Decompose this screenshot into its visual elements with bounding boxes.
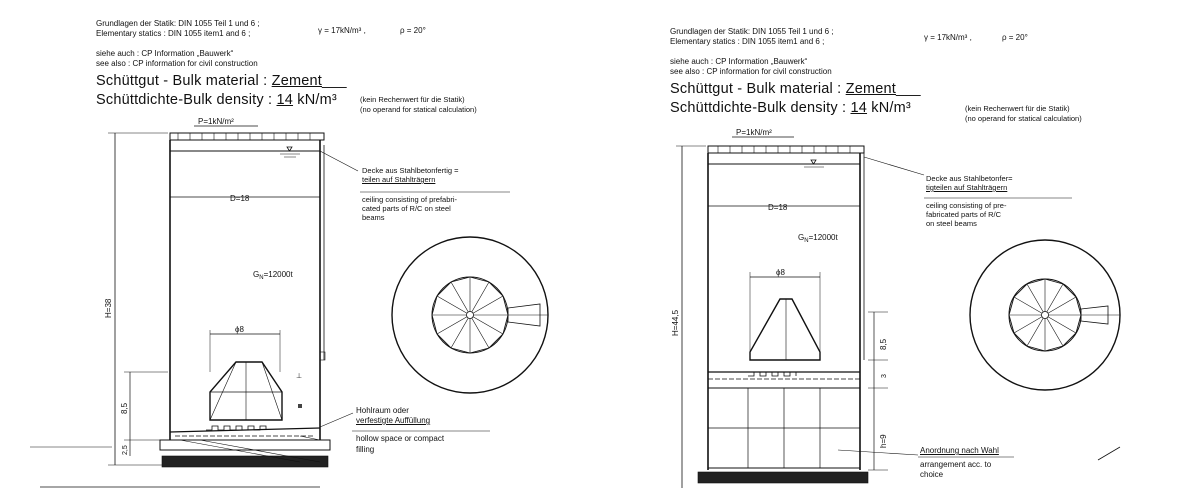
silo-height-label: H=38 (104, 298, 113, 318)
bulk-material-value: Zement (271, 73, 323, 89)
ceiling-note-de-1: Decke aus Stahlbetonfertig = (362, 166, 459, 175)
cone-diameter-label: ϕ8 (235, 325, 244, 334)
door-mark (298, 404, 302, 408)
silo-mass-label: $G_N=12000t$ (253, 270, 293, 281)
silo-height-label: H=44,5 (671, 309, 680, 336)
see-also-en: see also : CP information for civil construction (96, 59, 258, 68)
ceiling-note-en-1: ceiling consisting of prefabri- (362, 195, 458, 204)
base-note-en-1: arrangement acc. to (920, 460, 992, 469)
silo-diameter-label: D=18 (768, 203, 788, 212)
roof-slab (170, 133, 324, 140)
density-note-en: (no operand for statical calculation) (965, 114, 1082, 123)
base-note-de-1: Hohlraum oder (356, 406, 409, 415)
base-note-de-1: Anordnung nach Wahl (920, 446, 999, 455)
silo-diameter-label: D=18 (230, 194, 250, 203)
see-also-de: siehe auch : CP Information „Bauwerk“ (670, 57, 808, 66)
silo-sheet-cement-h44-5 (598, 0, 1195, 491)
statics-basis-en: Elementary statics : DIN 1055 item1 and 6 ; (670, 37, 825, 46)
see-also-en: see also : CP information for civil construction (670, 67, 832, 76)
roof-slab (708, 146, 864, 153)
silo-mass-label: $G_N=12000t$ (798, 233, 838, 244)
statics-basis-de: Grundlagen der Statik: DIN 1055 Teil 1 und 6 ; (670, 27, 834, 36)
cone-height-label: 8,5 (879, 338, 888, 350)
foundation-base (162, 456, 328, 467)
bulk-material-label: Schüttgut - Bulk material : (96, 73, 268, 89)
unit-weight: γ = 17kN/m³ , (318, 26, 366, 35)
ceiling-note-en-3: on steel beams (926, 219, 977, 228)
base-leader (838, 450, 918, 455)
vent-mark: ⊥ (296, 373, 303, 380)
statics-basis-en: Elementary statics : DIN 1055 item1 and 6 ; (96, 29, 251, 38)
foundation-base (698, 472, 868, 483)
base-note-de-2: verfestigte Auffüllung (356, 416, 431, 425)
cone-height-label: 8,5 (120, 402, 129, 414)
fill-level-marker (811, 160, 816, 164)
floor-height-label: 3 (881, 374, 888, 378)
density-note-de: (kein Rechenwert für die Statik) (360, 95, 465, 104)
unit-weight: γ = 17kN/m³ , (924, 33, 972, 42)
density-note-en: (no operand for statical calculation) (360, 105, 477, 114)
base-note-en-2: filling (356, 445, 375, 454)
ceiling-note-en-2: fabricated parts of R/C (926, 210, 1002, 219)
statics-basis-de: Grundlagen der Statik: DIN 1055 Teil 1 und 6 ; (96, 19, 260, 28)
friction-angle: ρ = 20° (400, 26, 426, 35)
bulk-density-value: 14 (850, 100, 868, 116)
density-note-de: (kein Rechenwert für die Statik) (965, 104, 1070, 113)
ceiling-note-de-2: teilen auf Stahlträgern (362, 175, 436, 184)
ceiling-note-en-3: beams (362, 213, 385, 222)
ceiling-leader (864, 157, 924, 175)
bulk-density-unit: kN/m³ (297, 92, 337, 108)
bulk-material-label: Schüttgut - Bulk material : (670, 81, 842, 97)
roof-load-label: P=1kN/m² (198, 117, 234, 126)
see-also-de: siehe auch : CP Information „Bauwerk“ (96, 49, 234, 58)
ceiling-leader (320, 151, 358, 171)
bulk-material-fill: ___ (322, 73, 347, 89)
bulk-density-label: Schüttdichte-Bulk density : (96, 92, 273, 108)
bulk-density-label: Schüttdichte-Bulk density : (670, 100, 847, 116)
hopper-cone (750, 299, 820, 360)
base-leader (320, 413, 353, 427)
bulk-material-value: Zement (845, 81, 897, 97)
roof-load-label: P=1kN/m² (736, 128, 772, 137)
bulk-material-fill: ___ (896, 81, 921, 97)
bulk-density-unit: kN/m³ (871, 100, 911, 116)
ceiling-note-en-1: ceiling consisting of pre- (926, 201, 1007, 210)
ceiling-note-de-1: Decke aus Stahlbetonfer= (926, 174, 1013, 183)
silo-drawing-right (598, 0, 1195, 491)
base-height-label: 2,5 (122, 445, 129, 455)
substructure-height-label: h=9 (879, 434, 888, 448)
ceiling-note-de-2: tigteilen auf Stahlträgern (926, 183, 1008, 192)
stray-mark (1098, 447, 1120, 460)
fill-level-marker (287, 147, 292, 151)
base-note-en-1: hollow space or compact (356, 434, 445, 443)
ceiling-note-en-2: cated parts of R/C on steel (362, 204, 451, 213)
friction-angle: ρ = 20° (1002, 33, 1028, 42)
silo-sheet-cement-h38 (0, 0, 597, 491)
cone-diameter-label: ϕ8 (776, 268, 785, 277)
bulk-density-value: 14 (276, 92, 294, 108)
silo-drawing-left (0, 0, 597, 491)
base-note-en-2: choice (920, 470, 944, 479)
